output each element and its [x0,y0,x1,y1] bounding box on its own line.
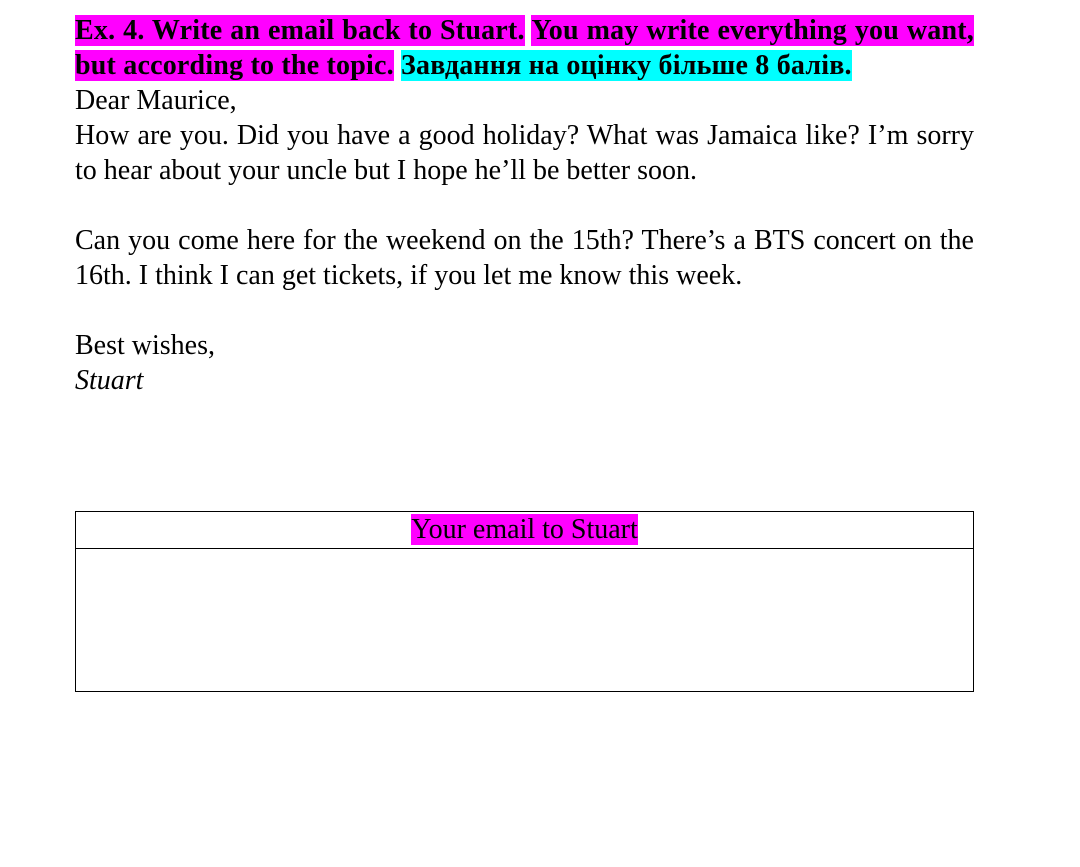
answer-table-body-row [76,549,974,692]
answer-table-header-row [76,512,974,549]
letter-paragraph-1: How are you. Did you have a good holiday? What was Jamaica like? I’m sorry to hear about your uncle but I hope he’ll be better soon. [75,120,974,186]
stuart-letter [75,83,974,398]
exercise-text [75,13,974,398]
letter-greeting: Dear Maurice, [75,85,237,116]
letter-signature: Stuart [75,365,144,396]
letter-closing: Best wishes, [75,330,215,361]
letter-paragraph-2: Can you come here for the weekend on the 15th? There’s a BTS concert on the 16th. I think I can get tickets, if you let me know this week. [75,225,974,291]
email-answer-input[interactable] [76,549,973,691]
task-instruction [75,13,974,83]
paragraph-spacer [75,293,974,328]
answer-table-header [76,512,974,549]
answer-table [75,511,974,692]
answer-table-header-label: Your email to Stuart [411,514,638,545]
paragraph-spacer [75,188,974,223]
task-note: You may write everything you want, but according to the topic. [75,15,974,81]
answer-cell[interactable] [76,549,974,692]
task-grade-note: Завдання на оцінку більше 8 балів. [401,50,852,81]
task-title: Ex. 4. Write an email back to Stuart. [75,15,525,46]
